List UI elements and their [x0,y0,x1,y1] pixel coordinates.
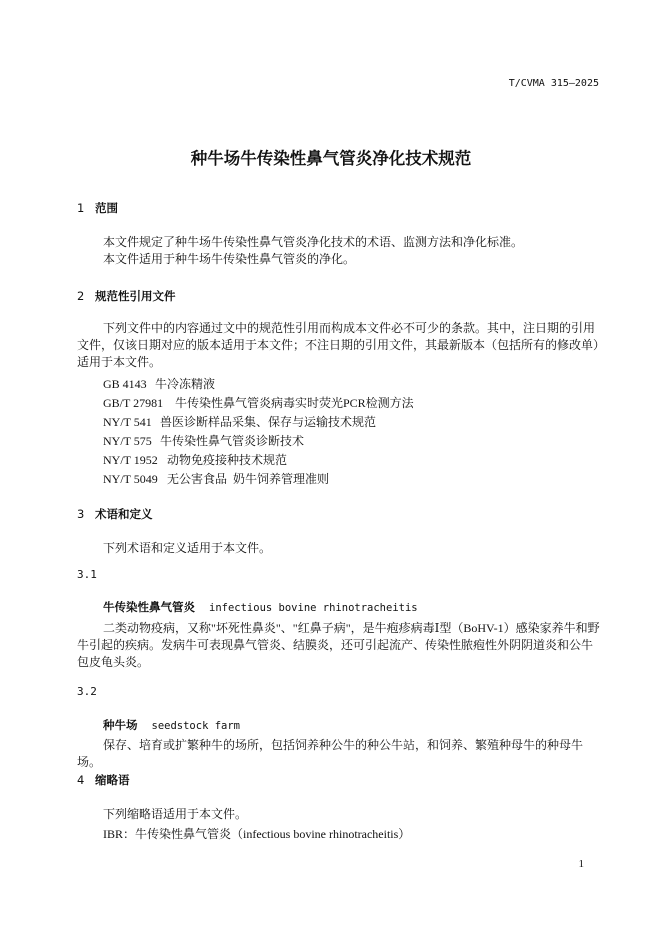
section-number: 1 [77,201,85,215]
term-name-cn: 种牛场 [103,718,138,732]
term-name-cn: 牛传染性鼻气管炎 [103,600,195,614]
reference-title: 牛传染性鼻气管炎病毒实时荧光PCR检测方法 [175,396,414,410]
section-number: 4 [77,773,85,787]
page-number: 1 [578,858,584,870]
section-4-heading [77,772,130,788]
term-number: 3.2 [77,685,97,698]
reference-item [103,451,287,468]
reference-code: NY/T 575 [103,434,152,448]
term-name-en: seedstock farm [151,720,241,732]
reference-title: 无公害食品 奶牛饲养管理准则 [167,472,330,486]
reference-item [103,413,376,430]
section-3-heading [77,506,153,522]
term-definition: 保存、培育或扩繁种牛的场所，包括饲养种公牛的种公牛站，和饲养、繁殖种母牛的种母牛场。 [77,738,584,769]
reference-title: 牛冷冻精液 [155,377,216,391]
reference-title: 动物免疫接种技术规范 [167,453,288,467]
reference-item [103,375,215,392]
abbreviation-entry: IBR：牛传染性鼻气管炎（infectious bovine rhinotracheitis） [103,827,411,841]
scope-paragraph-1: 本文件规定了种牛场牛传染性鼻气管炎净化技术的术语、监测方法和净化标准。 [103,235,524,249]
reference-code: GB 4143 [103,377,147,391]
section-title: 范围 [95,201,118,215]
standard-code: T/CVMA 315—2025 [508,78,599,89]
term-heading [103,598,418,616]
references-intro: 下列文件中的内容通过文中的规范性引用而构成本文件必不可少的条款。其中，注日期的引用文件，仅该日期对应的版本适用于本文件；不注日期的引用文件，其最新版本（包括所有的修改单）适用于本文件。 [77,321,600,369]
term-definition: 二类动物疫病，又称"坏死性鼻炎"、"红鼻子病"，是牛疱疹病毒Ⅰ型（BoHV-1）感染家养牛和野牛引起的疾病。发病牛可表现鼻气管炎、结膜炎，还可引起流产、传染性脓疱性外阴阴道炎和公牛包皮龟头炎。 [77,621,600,669]
reference-item [103,470,329,487]
reference-item [103,394,414,411]
document-title: 种牛场牛传染性鼻气管炎净化技术规范 [190,149,472,168]
section-1-heading [77,200,118,216]
section-title: 缩略语 [95,773,130,787]
term-number: 3.1 [77,568,97,581]
reference-code: GB/T 27981 [103,396,164,410]
section-2-heading [77,288,176,304]
reference-item [103,432,304,449]
term-name-en: infectious bovine rhinotracheitis [209,602,418,614]
terms-intro: 下列术语和定义适用于本文件。 [103,541,272,555]
reference-title: 牛传染性鼻气管炎诊断技术 [160,434,305,448]
reference-title: 兽医诊断样品采集、保存与运输技术规范 [160,415,377,429]
reference-code: NY/T 5049 [103,472,158,486]
section-title: 术语和定义 [95,507,153,521]
section-number: 2 [77,289,85,303]
term-heading [103,716,240,734]
reference-code: NY/T 541 [103,415,152,429]
reference-code: NY/T 1952 [103,453,158,467]
scope-paragraph-2: 本文件适用于种牛场牛传染性鼻气管炎的净化。 [103,252,356,266]
section-title: 规范性引用文件 [95,289,176,303]
section-number: 3 [77,507,85,521]
abbreviations-intro: 下列缩略语适用于本文件。 [103,807,248,821]
